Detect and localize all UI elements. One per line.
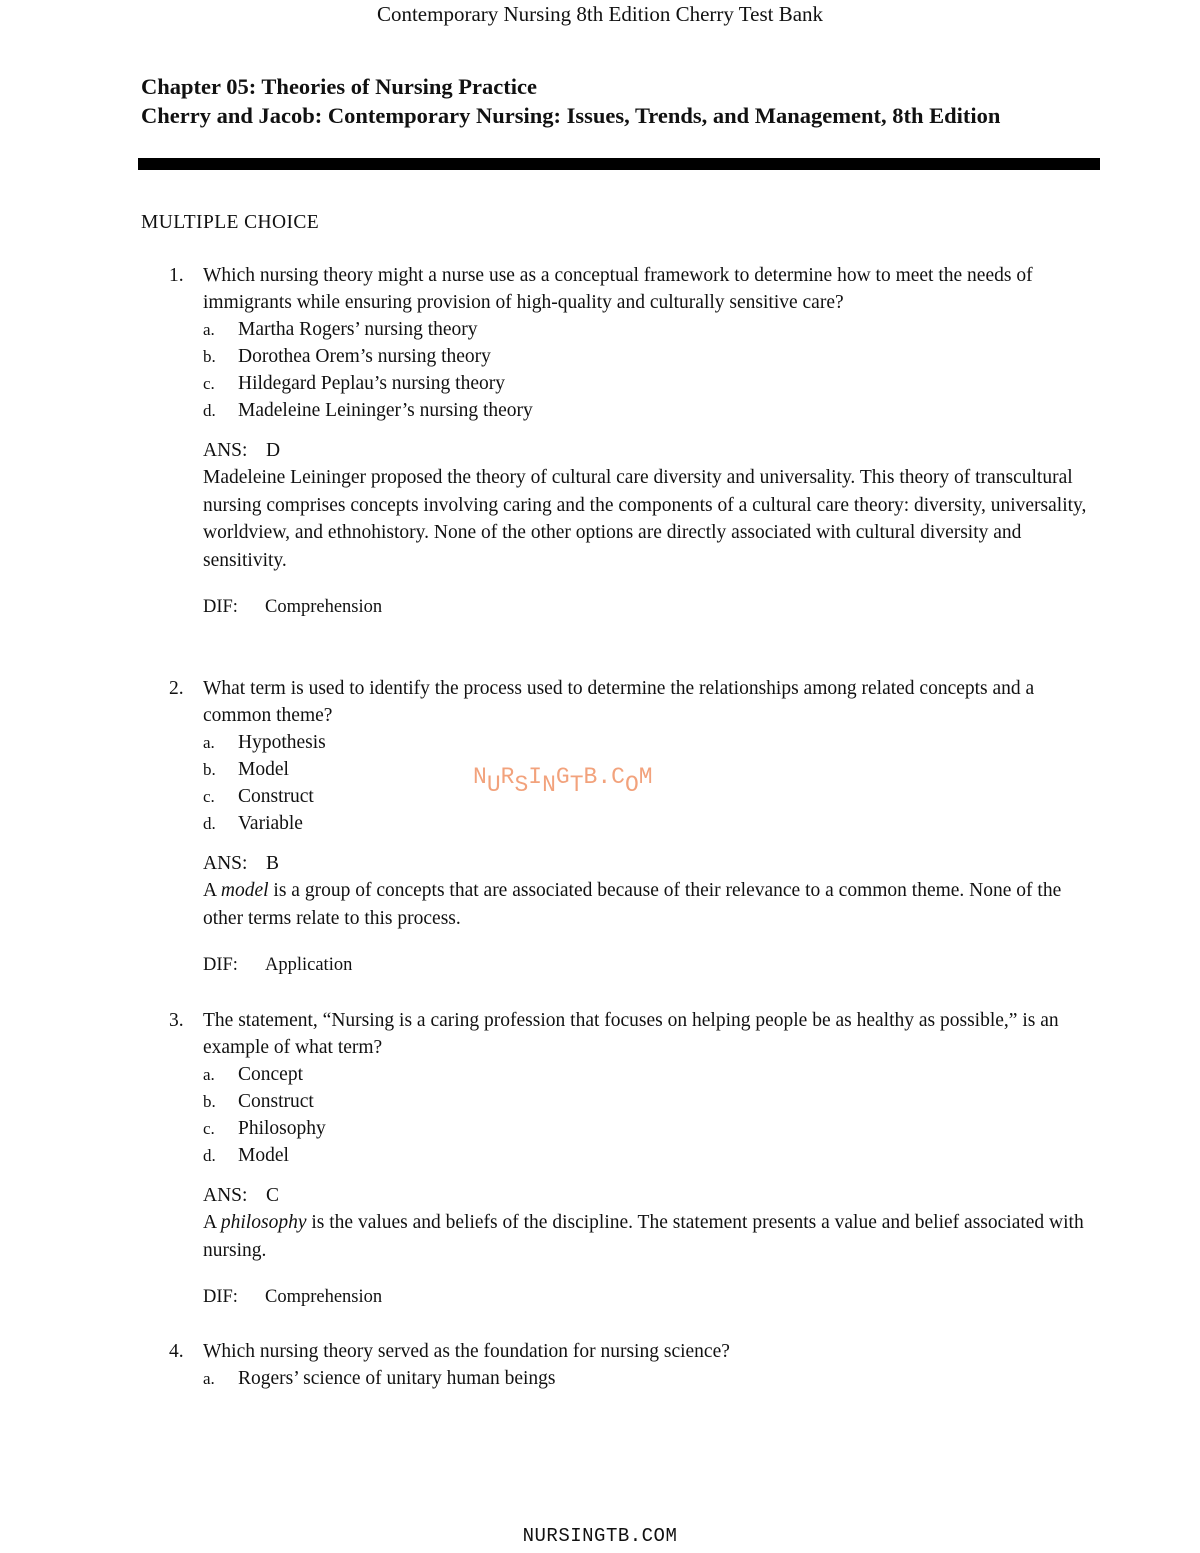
question-number: 2. — [169, 678, 184, 699]
answer-line — [141, 437, 1101, 464]
answer-value: D — [266, 440, 281, 461]
option-a — [203, 316, 1101, 343]
section-heading: MULTIPLE CHOICE — [141, 212, 320, 233]
rationale-prefix: A — [203, 880, 221, 901]
answer-line — [141, 850, 1101, 877]
question-text: What term is used to identify the process used to determine the relationships among related concepts and a common theme? — [203, 678, 1035, 726]
question-2 — [141, 675, 1101, 979]
rationale — [141, 877, 1101, 932]
option-text: Rogers’ science of unitary human beings — [238, 1368, 556, 1389]
question-stem — [141, 1007, 1101, 1061]
rationale-term: model — [220, 880, 269, 901]
rationale-prefix: A — [203, 1212, 221, 1233]
option-letter: a. — [203, 1369, 215, 1388]
question-stem — [141, 675, 1101, 729]
watermark-char: N — [542, 772, 556, 798]
question-number: 3. — [169, 1010, 184, 1031]
option-text: Model — [238, 759, 289, 780]
answer-line — [141, 1182, 1101, 1209]
answer-label: ANS: — [203, 1185, 248, 1206]
option-text: Construct — [238, 786, 314, 807]
answer-label: ANS: — [203, 440, 248, 461]
option-text: Model — [238, 1145, 289, 1166]
rationale: Madeleine Leininger proposed the theory of cultural care diversity and universality. This theory of transcultural nursing comprises concepts involving caring and the components of a cultural care theory: diversity, universality, worldview, and ethnohistory. None of the other options are directly associated with cultural diversity and sensitivity. — [203, 467, 1087, 571]
option-d — [203, 1142, 1101, 1169]
question-text: Which nursing theory might a nurse use as a conceptual framework to determine how to meet the needs of immigrants while ensuring provision of high-quality and culturally sensitive care? — [203, 265, 1033, 313]
rationale — [141, 1209, 1101, 1264]
watermark-char: C — [611, 764, 625, 790]
option-text: Martha Rogers’ nursing theory — [238, 319, 478, 340]
watermark-char: R — [500, 764, 515, 790]
watermark — [473, 764, 653, 798]
option-text: Madeleine Leininger’s nursing theory — [238, 400, 533, 421]
question-stem — [141, 1338, 1101, 1365]
difficulty-label: DIF: — [203, 1287, 238, 1307]
option-letter: d. — [203, 814, 216, 833]
option-text: Construct — [238, 1091, 314, 1112]
option-letter: b. — [203, 760, 216, 779]
watermark-char: T — [569, 772, 584, 798]
difficulty-line — [141, 594, 1101, 621]
option-letter: d. — [203, 401, 216, 420]
option-b — [203, 343, 1101, 370]
footer: NURSINGTB.COM — [522, 1525, 678, 1547]
watermark-char: U — [486, 772, 501, 798]
option-d — [203, 397, 1101, 424]
question-text: Which nursing theory served as the foundation for nursing science? — [203, 1341, 730, 1362]
option-letter: a. — [203, 320, 215, 339]
rationale-rest: is the values and beliefs of the discipline. The statement presents a value and belief associated with nursing. — [203, 1212, 1084, 1261]
title-rule — [138, 158, 1100, 170]
option-text: Variable — [238, 813, 303, 834]
option-letter: a. — [203, 1065, 215, 1084]
option-a — [203, 1365, 1101, 1392]
option-letter: c. — [203, 1119, 215, 1138]
watermark-char: B — [583, 764, 598, 790]
difficulty-line — [141, 952, 1101, 979]
rationale-rest: is a group of concepts that are associated because of their relevance to a common theme. None of the other terms relate to this process. — [203, 880, 1062, 929]
difficulty-value: Application — [265, 955, 353, 975]
options-list — [141, 1365, 1101, 1392]
watermark-char: M — [638, 764, 653, 790]
difficulty-label: DIF: — [203, 597, 238, 617]
chapter-title-line: Chapter 05: Theories of Nursing Practice — [141, 74, 537, 99]
option-letter: c. — [203, 787, 215, 806]
answer-label: ANS: — [203, 853, 248, 874]
question-3 — [141, 1007, 1101, 1311]
option-d — [203, 810, 1101, 837]
book-title-line: Cherry and Jacob: Contemporary Nursing: Issues, Trends, and Management, 8th Edition — [141, 103, 1001, 128]
chapter-title — [141, 72, 1101, 130]
option-b — [203, 1088, 1101, 1115]
option-text: Dorothea Orem’s nursing theory — [238, 346, 491, 367]
watermark-char: G — [555, 764, 570, 790]
running-header: Contemporary Nursing 8th Edition Cherry Test Bank — [376, 2, 824, 26]
option-letter: b. — [203, 347, 216, 366]
question-number: 4. — [169, 1341, 184, 1362]
difficulty-value: Comprehension — [265, 1287, 383, 1307]
option-letter: b. — [203, 1092, 216, 1111]
answer-value: B — [266, 853, 280, 874]
option-a — [203, 729, 1101, 756]
option-text: Concept — [238, 1064, 303, 1085]
question-1 — [141, 262, 1101, 621]
answer-value: C — [266, 1185, 280, 1206]
difficulty-line — [141, 1284, 1101, 1311]
option-letter: d. — [203, 1146, 216, 1165]
option-letter: c. — [203, 374, 215, 393]
watermark-char: O — [624, 772, 639, 798]
watermark-char: S — [514, 772, 529, 798]
question-4 — [141, 1338, 1101, 1392]
watermark-char: N — [473, 764, 487, 790]
watermark-char: . — [597, 764, 612, 790]
question-stem — [141, 262, 1101, 316]
option-text: Hypothesis — [238, 732, 326, 753]
watermark-char: I — [528, 764, 543, 790]
option-c — [203, 1115, 1101, 1142]
option-c — [203, 370, 1101, 397]
option-text: Hildegard Peplau’s nursing theory — [238, 373, 505, 394]
option-text: Philosophy — [238, 1118, 326, 1139]
option-a — [203, 1061, 1101, 1088]
rationale-term: philosophy — [220, 1212, 307, 1233]
question-number: 1. — [169, 265, 184, 286]
question-text: The statement, “Nursing is a caring profession that focuses on helping people be as healthy as possible,” is an example of what term? — [203, 1010, 1059, 1058]
difficulty-label: DIF: — [203, 955, 238, 975]
options-list — [141, 1061, 1101, 1169]
option-letter: a. — [203, 733, 215, 752]
options-list — [141, 316, 1101, 424]
difficulty-value: Comprehension — [265, 597, 383, 617]
